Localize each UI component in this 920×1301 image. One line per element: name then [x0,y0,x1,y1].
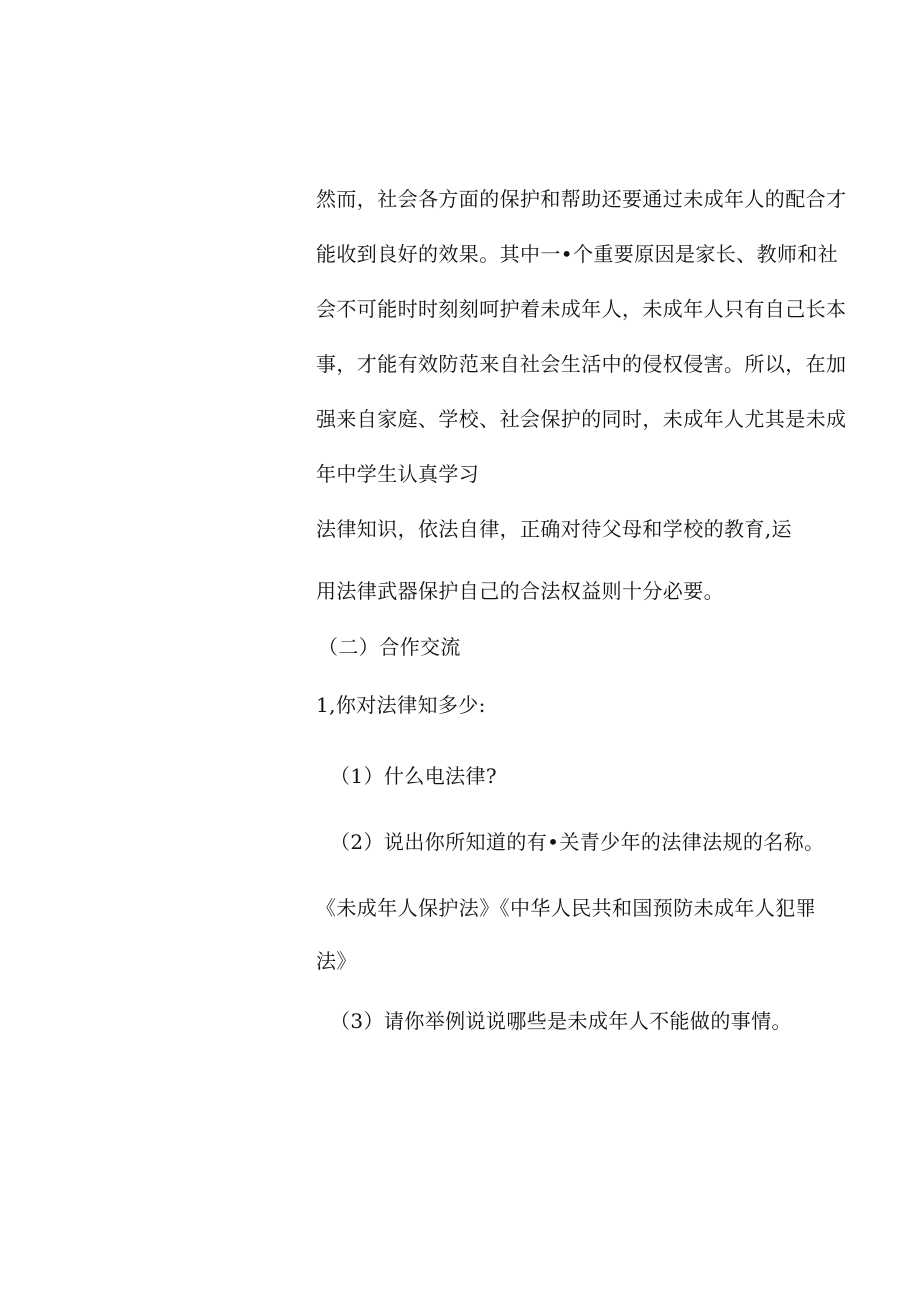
answer-line: 法》 [316,949,357,973]
paragraph-line: 然而，社会各方面的保护和帮助还要通过未成年人的配合才 [316,187,847,211]
paragraph-line: 强来自家庭、学校、社会保护的同时，未成年人尤其是未成 [316,407,847,431]
sub-question-3: （3）请你举例说说哪些是未成年人不能做的事情。 [330,1009,792,1033]
sub-question-1: （1）什么电法律? [330,764,498,788]
sub-question-2: （2）说出你所知道的有•关青少年的法律法规的名称。 [330,830,825,854]
answer-line: 《未成年人保护法》《中华人民共和国预防未成年人犯罪 [316,896,816,920]
paragraph-line: 用法律武器保护自己的合法权益则十分必要。 [316,579,724,603]
paragraph-line: 法律知识，依法自律，正确对待父母和学校的教育,运 [316,517,792,541]
paragraph-line: 能收到良好的效果。其中一•个重要原因是家长、教师和社 [316,242,839,266]
paragraph-line: 年中学生认真学习 [316,462,480,486]
section-heading: （二）合作交流 [318,635,461,659]
paragraph-line: 事，才能有效防范来自社会生活中的侵权侵害。所以，在加 [316,352,847,376]
paragraph-line: 会不可能时时刻刻呵护着未成年人，未成年人只有自己长本 [316,297,847,321]
question-1: 1,你对法律知多少: [316,693,486,717]
